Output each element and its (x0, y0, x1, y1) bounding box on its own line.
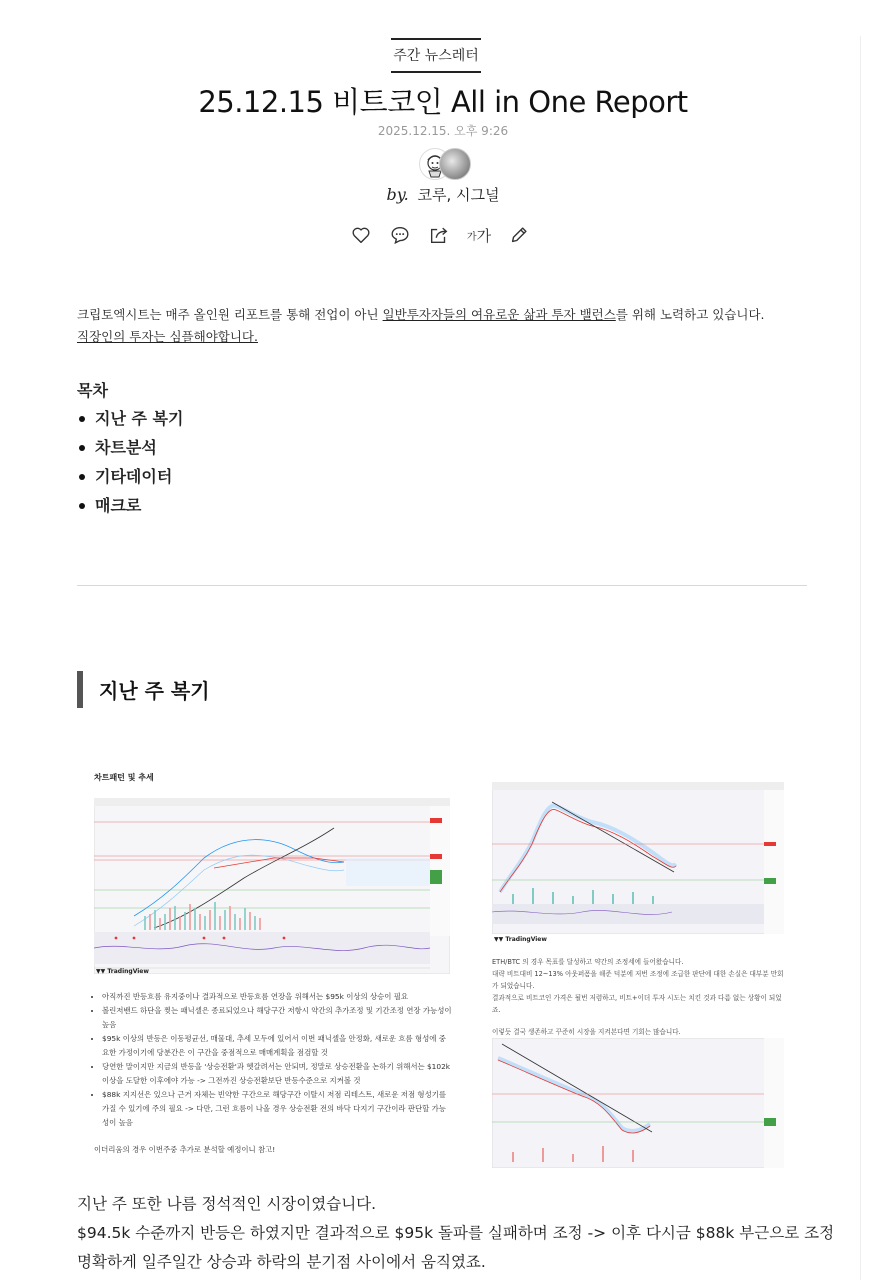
note-line: ETH/BTC 의 경우 목표를 달성하고 약간의 조정세에 들어왔습니다. (492, 958, 684, 966)
chart-notes-list (88, 990, 452, 1130)
edit-button[interactable] (508, 224, 530, 246)
byline-prefix: by. (386, 185, 409, 204)
font-size-large-glyph: 가 (476, 226, 492, 245)
section-heading (77, 671, 210, 708)
toc-list (77, 404, 183, 520)
tradingview-logo: ▼▼ TradingView (96, 968, 149, 975)
avatar[interactable] (439, 148, 471, 180)
bullet-icon (79, 445, 85, 451)
body-line: $94.5k 수준까지 반등은 하였지만 결과적으로 $95k 돌파를 실패하며 조정 -> 이후 다시금 $88k 부근으로 조정 (77, 1224, 835, 1242)
intro-paragraph (77, 304, 817, 348)
list-item: • 아직까진 반등흐름 유지중이나 결과적으로 반등흐름 연장을 위해서는 $95k 이상의 상승이 필요 (102, 990, 452, 1004)
bullet-icon (79, 416, 85, 422)
toc-item-label: 매크로 (95, 496, 142, 515)
list-item: • 당연한 말이지만 지금의 반등을 '상승전환'과 헷갈려서는 안되며, 정말로 상승전환을 논하기 위해서는 $102k 이상을 도달한 이후에야 가능 -> 그전까진 상승전환보단 반등수준으로 지켜볼 것 (102, 1060, 452, 1088)
note-line: 결과적으로 비트코인 가격은 될번 저렴하고, 비트+이더 투자 시도는 치킨 것과 다름 없는 상황이 되었죠. (492, 994, 782, 1014)
bullet-icon (79, 474, 85, 480)
chart-screenshot-left[interactable] (88, 762, 450, 1172)
intro-underlined-text: 직장인의 투자는 심플해야합니다. (77, 329, 258, 344)
toc-item-label: 기타데이터 (95, 467, 173, 486)
pencil-icon (508, 224, 530, 246)
share-icon (428, 224, 450, 246)
byline (0, 184, 872, 205)
list-item: • $95k 이상의 반등은 이동평균선, 매물대, 추세 모두에 있어서 이번 패닉셀을 안정화, 새로운 흐름 형성에 중요한 가정이기에 당분간은 이 구간을 중점적으로 매매계획을 점검할 것 (102, 1032, 452, 1060)
note-line: 이렇듯 결국 생존하고 꾸준히 시장을 지켜본다면 기회는 많습니다. (492, 1028, 681, 1036)
toc-item-label: 차트분석 (95, 438, 157, 457)
list-item (77, 462, 183, 491)
body-line: 지난 주 또한 나름 정석적인 시장이였습니다. (77, 1195, 377, 1213)
list-item (77, 433, 183, 462)
chart-screenshot-right[interactable] (492, 762, 787, 1172)
right-rail-divider (860, 36, 861, 1280)
author-avatars[interactable] (419, 148, 471, 180)
list-item: • 볼린저밴드 하단을 찢는 패닉셀은 종료되었으나 해당구간 저항시 약간의 추가조정 및 기간조정 연장 가능성이 높음 (102, 1004, 452, 1032)
image-caption: 차트패턴 및 추세 (94, 773, 154, 782)
post-category-label[interactable]: 주간 뉴스레터 (391, 38, 481, 73)
font-size-button[interactable] (467, 224, 491, 246)
intro-text: 크립토엑시트는 매주 올인원 리포트를 통해 전업이 아닌 (77, 307, 383, 322)
section-heading-text: 지난 주 복기 (99, 679, 210, 703)
comment-icon (389, 224, 411, 246)
intro-line-1 (77, 304, 817, 326)
ethbtc-notes (492, 956, 787, 1038)
share-button[interactable] (428, 224, 450, 246)
body-paragraph (77, 1190, 837, 1277)
note-line: 대략 비트대비 12~13% 아웃퍼폼을 해준 덕분에 저번 조정에 조급한 판단에 대한 손실은 대부분 만회가 되었습니다. (492, 970, 784, 990)
tradingview-label: TradingView (107, 968, 149, 975)
font-size-small-glyph: 가 (466, 231, 477, 243)
list-item (77, 404, 183, 433)
intro-line-2 (77, 326, 817, 348)
chart-notes-footer: 이더리움의 경우 이번주중 추가로 분석할 예정이니 참고! (94, 1145, 276, 1154)
toc-item-label: 지난 주 복기 (95, 409, 184, 428)
post-date: 2025.12.15. 오후 9:26 (377, 124, 509, 138)
tradingview-label: TradingView (505, 936, 547, 943)
section-divider (77, 585, 807, 586)
post-category[interactable] (0, 38, 872, 73)
author-names[interactable]: 코루, 시그널 (417, 186, 500, 204)
tradingview-logo: ▼▼ TradingView (494, 936, 547, 943)
toc-title: 목차 (77, 381, 108, 400)
like-button[interactable] (350, 224, 372, 246)
intro-text: 를 위해 노력하고 있습니다. (615, 307, 765, 322)
bullet-icon (79, 503, 85, 509)
intro-underlined-text: 일반투자자들의 여유로운 삶과 투자 밸런스 (382, 307, 616, 322)
btc-price-chart-image (94, 798, 450, 974)
list-item (77, 491, 183, 520)
comment-button[interactable] (389, 224, 411, 246)
btc-second-chart-image (492, 1038, 784, 1168)
heading-accent-bar (77, 671, 83, 708)
heart-icon (350, 224, 372, 246)
post-title: 25.12.15 비트코인 All in One Report (198, 85, 688, 119)
list-item: • $88k 지지선은 있으나 근거 자체는 빈약한 구간으로 해당구간 이탈시 저점 리테스트, 새로운 저점 형성기를 가질 수 있기에 주의 필요 -> 다만, 그런 흐름이 나올 경우 상승전환 전의 바닥 다지기 구간이라 판단할 가능성이 높음 (102, 1088, 452, 1130)
body-line: 명확하게 일주일간 상승과 하락의 분기점 사이에서 움직였죠. (77, 1253, 486, 1271)
ethbtc-chart-image (492, 782, 784, 934)
post-actions (350, 224, 530, 246)
